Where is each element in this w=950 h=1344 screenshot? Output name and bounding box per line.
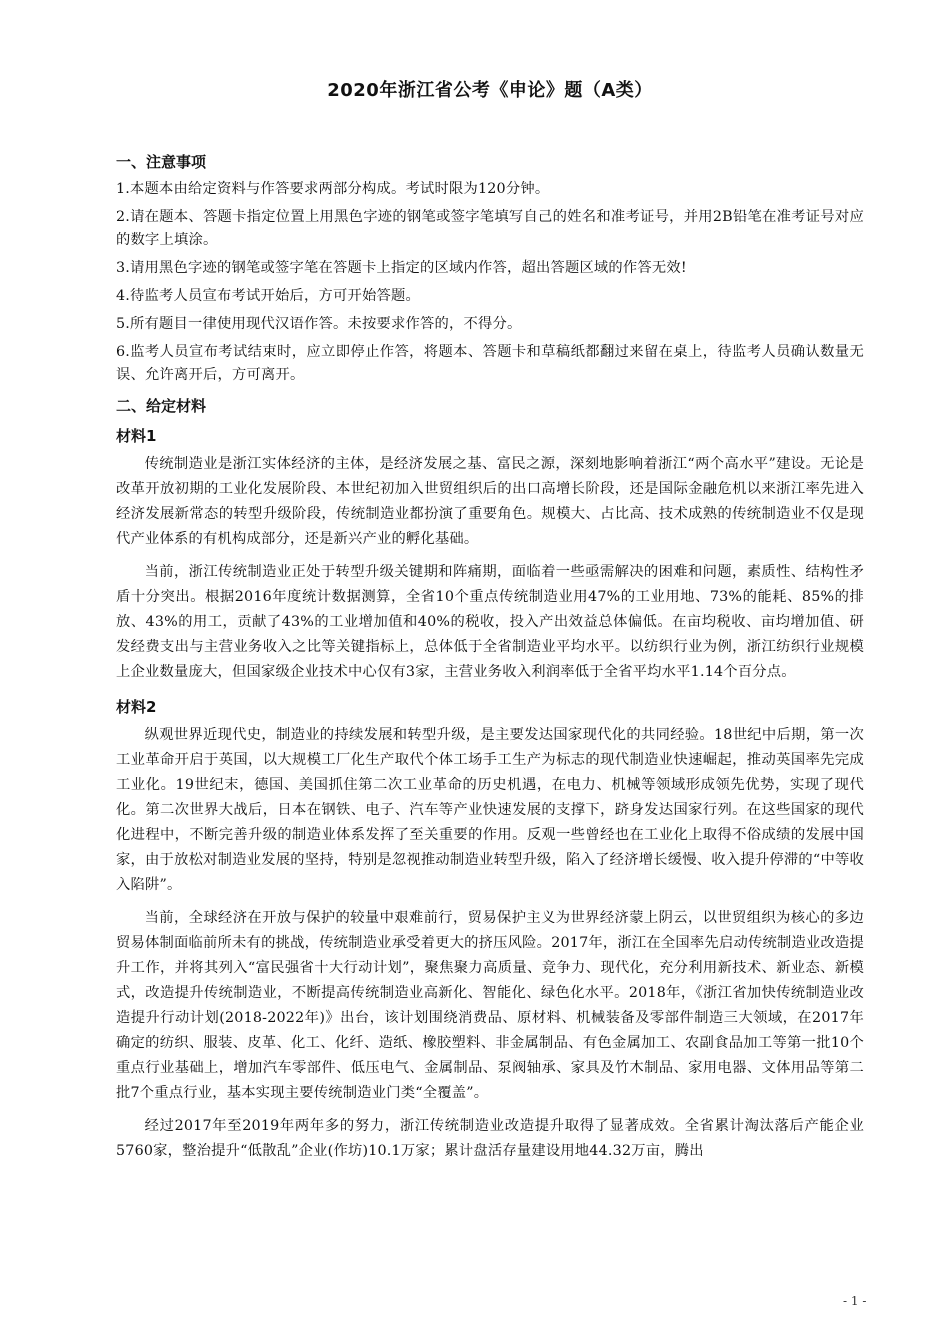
document-body [116,148,864,1172]
notice-item: 6.监考人员宣布考试结束时，应立即停止作答，将题本、答题卡和草稿纸都翻过来留在桌上，待监考人员确认数量无误、允许离开后，方可离开。 [116,344,864,383]
notice-heading: 一、注意事项 [116,153,207,171]
material-paragraph: 经过2017年至2019年两年多的努力，浙江传统制造业改造提升取得了显著成效。全省累计淘汰落后产能企业5760家，整治提升“低散乱”企业(作坊)10.1万家；累计盘活存量建设用地44.32万亩，腾出 [116,1118,864,1159]
material-2-heading: 材料2 [116,698,157,716]
material-paragraph: 纵观世界近现代史，制造业的持续发展和转型升级，是主要发达国家现代化的共同经验。18世纪中后期，第一次工业革命开启于英国，以大规模工厂化生产取代个体工场手工生产为标志的现代制造业快速崛起，推动英国率先完成工业化。19世纪末，德国、美国抓住第二次工业革命的历史机遇，在电力、机械等领域形成领先优势，实现了现代化。第二次世界大战后，日本在钢铁、电子、汽车等产业快速发展的支撑下，跻身发达国家行列。在这些国家的现代化进程中，不断完善升级的制造业体系发挥了至关重要的作用。反观一些曾经也在工业化上取得不俗成绩的发展中国家，由于放松对制造业发展的坚持，特别是忽视推动制造业转型升级，陷入了经济增长缓慢、收入提升停滞的“中等收入陷阱”。 [116,727,864,893]
material-paragraph: 当前，全球经济在开放与保护的较量中艰难前行，贸易保护主义为世界经济蒙上阴云，以世贸组织为核心的多边贸易体制面临前所未有的挑战，传统制造业承受着更大的挤压风险。2017年，浙江在全国率先启动传统制造业改造提升工作，并将其列入“富民强省十大行动计划”，聚焦聚力高质量、竞争力、现代化，充分利用新技术、新业态、新模式，改造提升传统制造业，不断提高传统制造业高新化、智能化、绿色化水平。2018年，《浙江省加快传统制造业改造提升行动计划(2018-2022年)》出台，该计划围绕消费品、原材料、机械装备及零部件制造三大领域，在2017年确定的纺织、服装、皮革、化工、化纤、造纸、橡胶塑料、非金属制品、有色金属加工、农副食品加工等第一批10个重点行业基础上，增加汽车零部件、低压电气、金属制品、泵阀轴承、家具及竹木制品、家用电器、文体用品等第二批7个重点行业，基本实现主要传统制造业门类“全覆盖”。 [116,910,864,1101]
notice-item: 1.本题本由给定资料与作答要求两部分构成。考试时限为120分钟。 [116,181,550,197]
material-1-heading: 材料1 [116,427,157,445]
document-title: 2020年浙江省公考《申论》题（A类） [327,80,653,101]
materials-heading: 二、给定材料 [116,397,207,415]
notice-item: 5.所有题目一律使用现代汉语作答。未按要求作答的，不得分。 [116,316,522,332]
material-paragraph: 当前，浙江传统制造业正处于转型升级关键期和阵痛期，面临着一些亟需解决的困难和问题，素质性、结构性矛盾十分突出。根据2016年度统计数据测算，全省10个重点传统制造业用47%的工业用地、73%的能耗、85%的排放、43%的用工，贡献了43%的工业增加值和40%的税收，投入产出效益总体偏低。在亩均税收、亩均增加值、研发经费支出与主营业务收入之比等关键指标上，总体低于全省制造业平均水平。以纺织行业为例，浙江纺织行业规模上企业数量庞大，但国家级企业技术中心仅有3家，主营业务收入利润率低于全省平均水平1.14个百分点。 [116,564,864,680]
notice-item: 3.请用黑色字迹的钢笔或签字笔在答题卡上指定的区域内作答，超出答题区域的作答无效! [116,260,687,276]
notice-item: 2.请在题本、答题卡指定位置上用黑色字迹的钢笔或签字笔填写自己的姓名和准考证号，并用2B铅笔在准考证号对应的数字上填涂。 [116,209,864,248]
page-number: - 1 - [843,1294,867,1308]
material-paragraph: 传统制造业是浙江实体经济的主体，是经济发展之基、富民之源，深刻地影响着浙江“两个高水平”建设。无论是改革开放初期的工业化发展阶段、本世纪初加入世贸组织后的出口高增长阶段，还是国际金融危机以来浙江率先进入经济发展新常态的转型升级阶段，传统制造业都扮演了重要角色。规模大、占比高、技术成熟的传统制造业不仅是现代产业体系的有机构成部分，还是新兴产业的孵化基础。 [116,456,864,547]
notice-item: 4.待监考人员宣布考试开始后，方可开始答题。 [116,288,420,304]
